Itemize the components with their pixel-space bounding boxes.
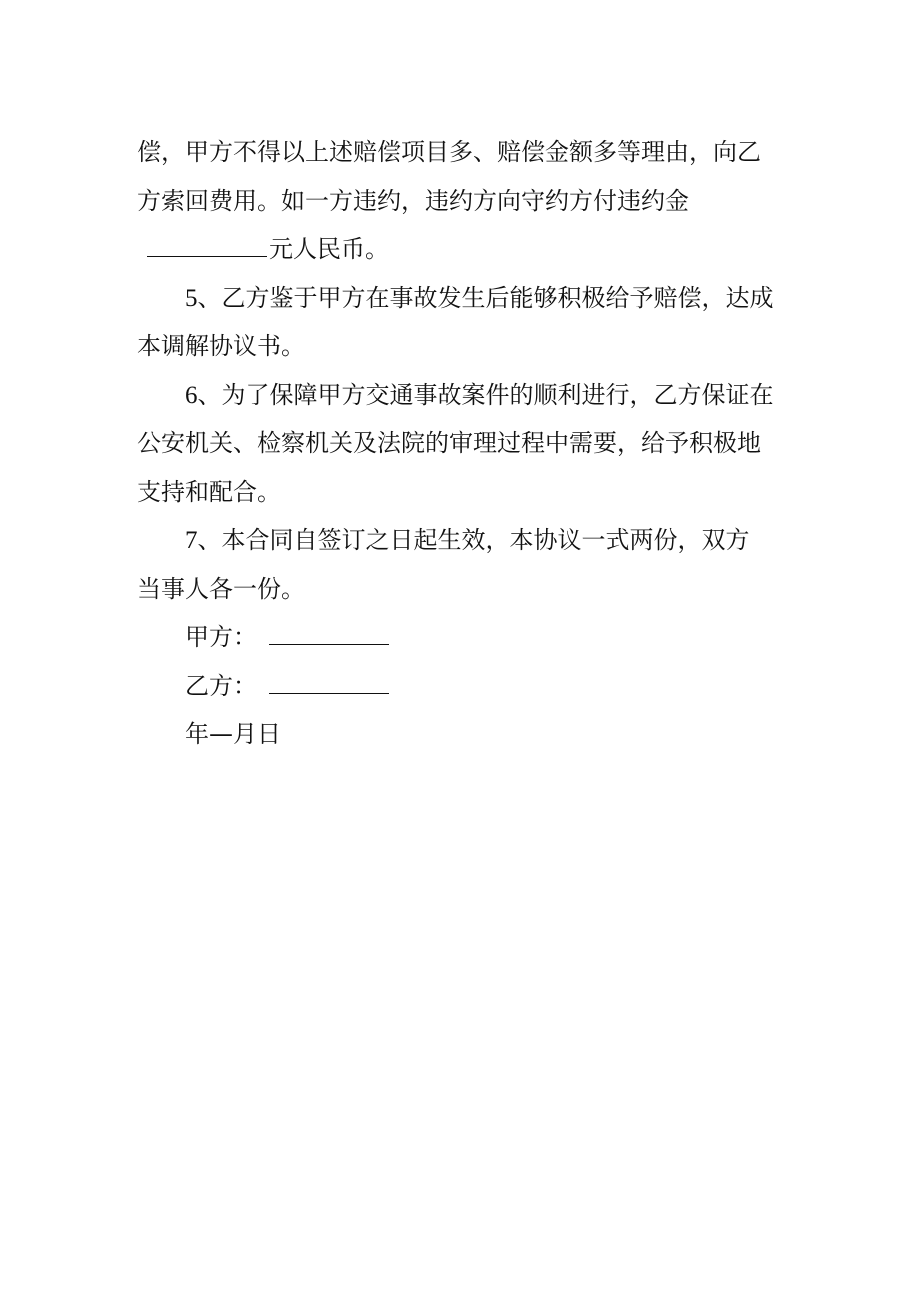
paragraph-4-line-3 [137,225,787,274]
party-b-label: 乙方： [185,671,257,700]
item-5-number: 5 [185,284,198,312]
document-body [137,128,787,759]
party-b-signature-blank [269,667,389,694]
item-6-line-3: 支持和配合。 [137,477,281,506]
item-7-text-1: 、本合同自签订之日起生效，本协议一式两份，双方 [197,526,750,554]
item-5-line-2: 本调解协议书。 [137,332,305,360]
item-6-line-1 [137,371,787,420]
paragraph-4-line-1: 偿，甲方不得以上述赔偿项目多、赔偿金额多等理由，向乙 [137,138,761,166]
penalty-amount-blank [147,230,267,257]
item-7-number: 7 [185,527,198,554]
item-5-line-1 [137,274,787,323]
item-5-text-1: 、乙方鉴于甲方在事故发生后能够积极给予赔偿，达成 [197,283,774,312]
party-a-label: 甲方： [185,623,257,651]
party-a-signature-line [137,613,787,662]
item-6-number: 6 [185,381,198,409]
party-a-signature-blank [269,618,389,645]
date-line: 年—月日 [185,720,281,748]
party-b-signature-line [137,662,787,711]
paragraph-4-line-2: 方索回费用。如一方违约，违约方向守约方付违约金 [137,186,689,215]
item-6-line-2: 公安机关、检察机关及法院的审理过程中需要，给予积极地 [137,429,761,457]
currency-text: 元人民币。 [269,235,389,263]
item-7-line-1 [137,516,787,565]
item-6-text-1: 、为了保障甲方交通事故案件的顺利进行，乙方保证在 [197,380,774,409]
item-7-line-2: 当事人各一份。 [137,574,305,603]
